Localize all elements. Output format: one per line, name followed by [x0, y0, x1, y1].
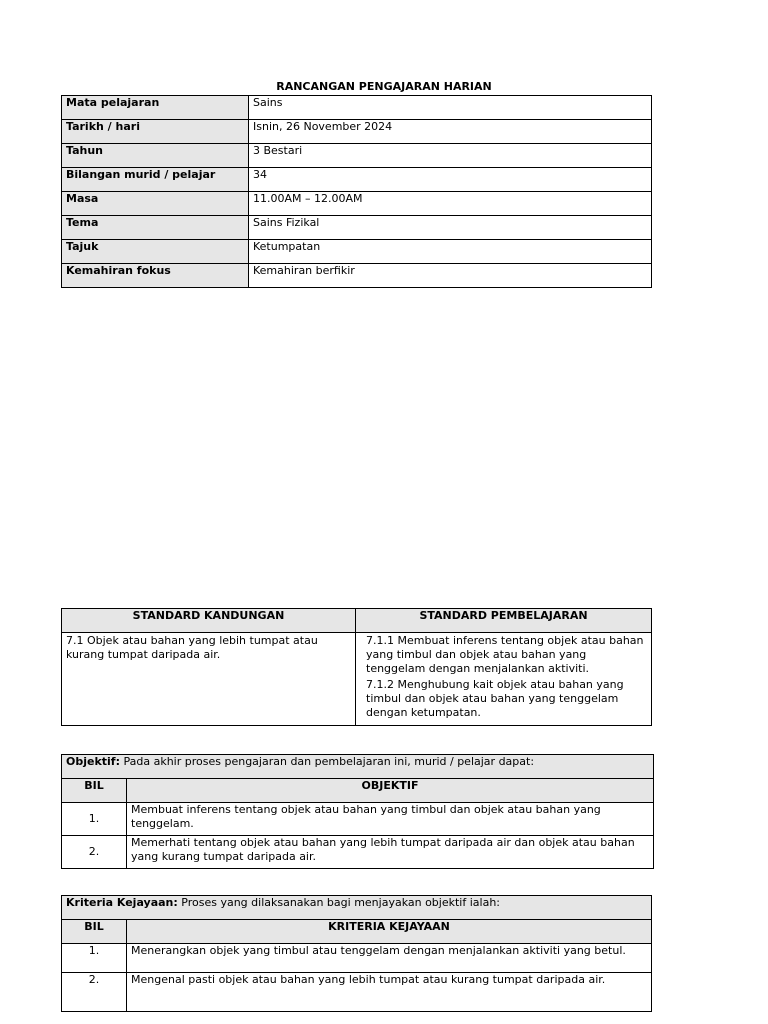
- standard-pembelajaran-header: STANDARD PEMBELAJARAN: [356, 609, 652, 633]
- kriteria-bil: 1.: [62, 944, 127, 973]
- info-value: 34: [249, 168, 652, 192]
- kriteria-bil: 2.: [62, 973, 127, 1012]
- standard-pembelajaran-cell: [356, 633, 652, 726]
- objektif-text: Memerhati tentang objek atau bahan yang lebih tumpat daripada air dan objek atau bahan yang kurang tumpat daripada air.: [127, 836, 654, 869]
- table-header-row: [62, 920, 652, 944]
- kriteria-text: Mengenal pasti objek atau bahan yang lebih tumpat atau kurang tumpat daripada air.: [127, 973, 652, 1012]
- info-value: Sains Fizikal: [249, 216, 652, 240]
- info-label: Tajuk: [62, 240, 249, 264]
- info-label: Kemahiran fokus: [62, 264, 249, 288]
- table-row: [62, 192, 652, 216]
- col-header-bil: BIL: [62, 779, 127, 803]
- table-row: [62, 803, 654, 836]
- info-value: 11.00AM – 12.00AM: [249, 192, 652, 216]
- table-row: [62, 240, 652, 264]
- table-row: [62, 944, 652, 973]
- table-row: [62, 896, 652, 920]
- col-header-objektif: OBJEKTIF: [127, 779, 654, 803]
- table-row: [62, 216, 652, 240]
- standard-kandungan-header: STANDARD KANDUNGAN: [62, 609, 356, 633]
- info-label: Tahun: [62, 144, 249, 168]
- table-row: [62, 973, 652, 1012]
- objektif-text: Membuat inferens tentang objek atau bahan yang timbul dan objek atau bahan yang tenggelam.: [127, 803, 654, 836]
- page-title: RANCANGAN PENGAJARAN HARIAN: [276, 80, 492, 93]
- table-header-row: [62, 779, 654, 803]
- kriteria-lead-text: Proses yang dilaksanakan bagi menjayakan objektif ialah:: [177, 896, 500, 909]
- info-label: Mata pelajaran: [62, 96, 249, 120]
- kriteria-table: [61, 895, 652, 1012]
- table-row: [62, 168, 652, 192]
- table-row: [62, 144, 652, 168]
- standard-table: [61, 608, 652, 726]
- objektif-lead-label: Objektif:: [66, 755, 120, 768]
- info-label: Bilangan murid / pelajar: [62, 168, 249, 192]
- kriteria-lead: [62, 896, 652, 920]
- table-row: [62, 264, 652, 288]
- info-value: Sains: [249, 96, 652, 120]
- objektif-bil: 1.: [62, 803, 127, 836]
- table-row: [62, 96, 652, 120]
- info-label: Masa: [62, 192, 249, 216]
- objektif-bil: 2.: [62, 836, 127, 869]
- objektif-lead: [62, 755, 654, 779]
- lesson-info-table: [61, 95, 652, 288]
- table-row: [62, 755, 654, 779]
- objektif-lead-text: Pada akhir proses pengajaran dan pembelajaran ini, murid / pelajar dapat:: [120, 755, 535, 768]
- table-row: [62, 120, 652, 144]
- table-row: [62, 836, 654, 869]
- col-header-kriteria: KRITERIA KEJAYAAN: [127, 920, 652, 944]
- info-label: Tema: [62, 216, 249, 240]
- info-value: Isnin, 26 November 2024: [249, 120, 652, 144]
- info-value: Ketumpatan: [249, 240, 652, 264]
- info-value: Kemahiran berfikir: [249, 264, 652, 288]
- standard-kandungan-text: 7.1 Objek atau bahan yang lebih tumpat atau kurang tumpat daripada air.: [62, 633, 356, 726]
- info-value: 3 Bestari: [249, 144, 652, 168]
- info-label: Tarikh / hari: [62, 120, 249, 144]
- table-row: [62, 633, 652, 726]
- objektif-table: [61, 754, 654, 869]
- kriteria-text: Menerangkan objek yang timbul atau tenggelam dengan menjalankan aktiviti yang betul.: [127, 944, 652, 973]
- table-header-row: [62, 609, 652, 633]
- col-header-bil: BIL: [62, 920, 127, 944]
- standard-pembelajaran-item: 7.1.2 Menghubung kait objek atau bahan yang timbul dan objek atau bahan yang tenggelam dengan ketumpatan.: [366, 678, 624, 719]
- kriteria-lead-label: Kriteria Kejayaan:: [66, 896, 178, 909]
- standard-pembelajaran-item: 7.1.1 Membuat inferens tentang objek atau bahan yang timbul dan objek atau bahan yang tenggelam dengan menjalankan aktiviti.: [366, 634, 644, 675]
